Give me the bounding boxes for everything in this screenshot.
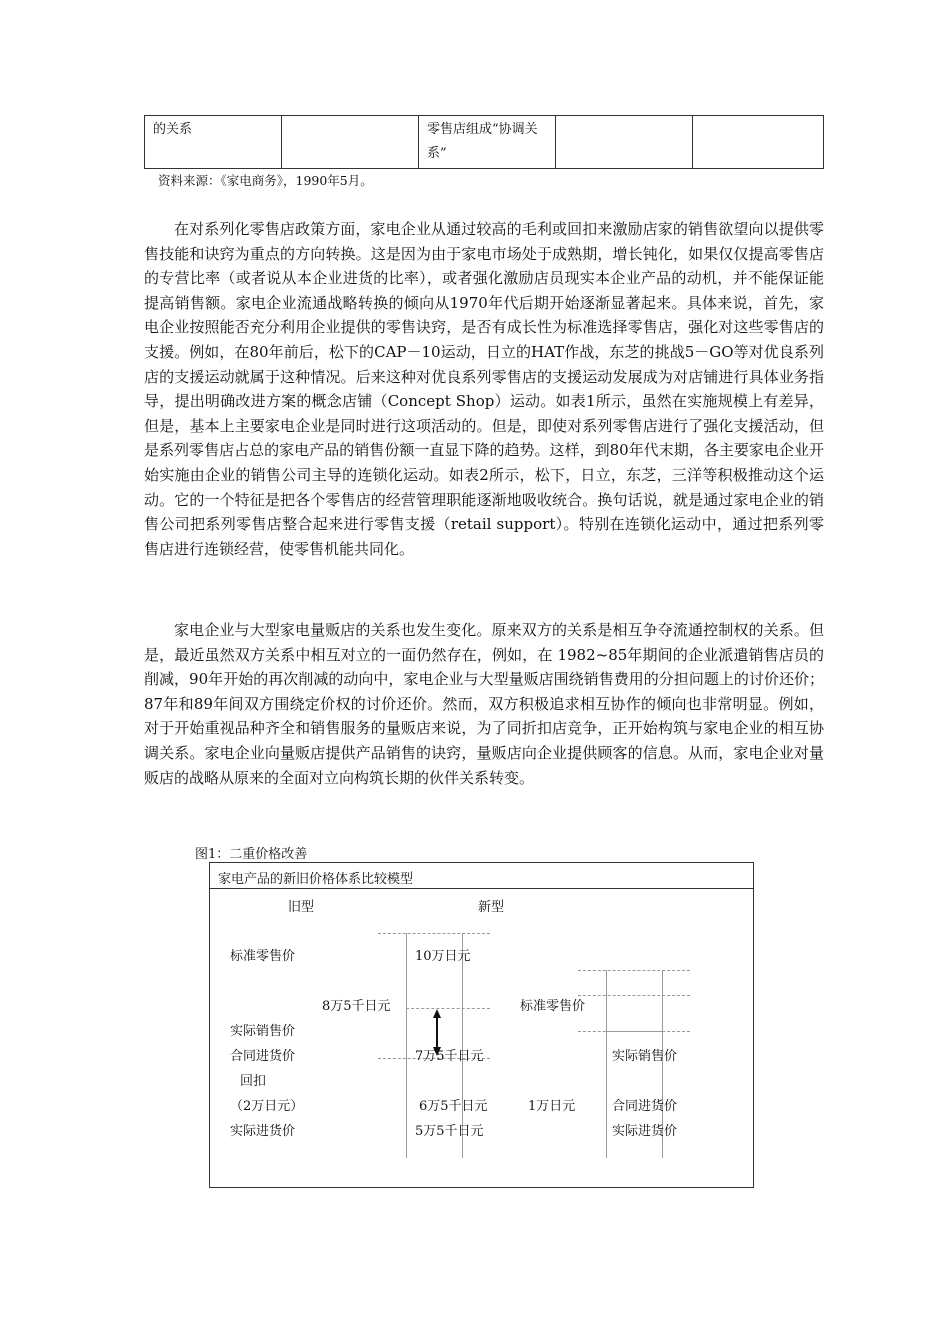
old-type-header: 旧型 xyxy=(288,900,315,915)
table-cell xyxy=(556,116,693,169)
old-label-actual-purchase: 实际进货价 xyxy=(230,1124,296,1139)
old-value-100k: 10万日元 xyxy=(415,949,471,964)
new-guide-standard xyxy=(578,995,690,996)
old-value-85k: 8万5千日元 xyxy=(322,999,391,1014)
old-label-contract-purchase: 合同进货价 xyxy=(230,1049,296,1064)
old-label-rebate-amount: （2万日元） xyxy=(230,1099,304,1114)
old-price-axis-left xyxy=(406,933,407,1158)
new-solid-guide xyxy=(606,1031,662,1032)
table-row xyxy=(145,116,824,169)
table-cell: 零售店组成“协调关系” xyxy=(419,116,556,169)
old-guide-85k xyxy=(406,1008,490,1009)
body-paragraph-2: 家电企业与大型家电量贩店的关系也发生变化。原来双方的关系是相互争夺流通控制权的关系。但是，最近虽然双方关系中相互对立的一面仍然存在，例如，在 1982~85年期间的企业派遣销售店员的削减，90年开始的再次削减的动向中，家电企业与大型量贩店围绕销售费用的分担问题上的讨价还价；87年和89年间双方围绕定价权的讨价还价。然而，双方积极追求相互协作的倾向也非常明显。例如，对于开始重视品种齐全和销售服务的量贩店来说，为了同折扣店竞争，正开始构筑与家电企业的相互协调关系。家电企业向量贩店提供产品销售的诀窍，量贩店向企业提供顾客的信息。从而，家电企业对量贩店的战略从原来的全面对立向构筑长期的伙伴关系转变。 xyxy=(144,621,824,787)
old-value-75k: 7万5千日元 xyxy=(415,1049,484,1064)
table-cell xyxy=(693,116,824,169)
new-price-axis-left xyxy=(606,970,607,1158)
new-value-10k: 1万日元 xyxy=(528,1099,576,1114)
table-fragment xyxy=(144,115,824,169)
body-paragraph-1: 在对系列化零售店政策方面，家电企业从通过较高的毛利或回扣来激励店家的销售欲望向以提供零售技能和诀窍为重点的方向转换。这是因为由于家电市场处于成熟期，增长钝化，如果仅仅提高零售店的专营比率（或者说从本企业进货的比率），或者强化激励店员现实本企业产品的动机，并不能保证能提高销售额。家电企业流通战略转换的倾向从1970年代后期开始逐渐显著起来。具体来说，首先，家电企业按照能否充分利用企业提供的零售诀窍，是否有成长性为标准选择零售店，强化对这些零售店的支援。例如，在80年前后，松下的CAP－10运动，日立的HAT作战，东芝的挑战5－GO等对优良系列店的支援运动就属于这种情况。后来这种对优良系列零售店的支援运动发展成为对店铺进行具体业务指导，提出明确改进方案的概念店铺（Concept Shop）运动。如表1所示，虽然在实施规模上有差异，但是，基本上主要家电企业是同时进行这项活动的。但是，即使对系列零售店进行了强化支援活动，但是系列零售店占总的家电产品的销售份额一直显下降的趋势。这样，到80年代末期，各主要家电企业开始实施由企业的销售公司主导的连锁化运动。如表2所示，松下，日立，东芝，三洋等积极推动这个运动。它的一个特征是把各个零售店的经营管理职能逐渐地吸收统合。换句话说，就是通过家电企业的销售公司把系列零售店整合起来进行零售支援（retail support）。特别在连锁化运动中，通过把系列零售店进行连锁经营，使零售机能共同化。 xyxy=(144,220,824,558)
table-cell: 的关系 xyxy=(145,116,282,169)
price-model-figure xyxy=(209,862,754,1188)
new-label-actual-sales: 实际销售价 xyxy=(612,1049,678,1064)
figure-title-row xyxy=(210,863,753,889)
old-label-rebate: 回扣 xyxy=(240,1074,267,1089)
table-cell xyxy=(282,116,419,169)
new-guide-top xyxy=(578,970,690,971)
old-label-standard-retail: 标准零售价 xyxy=(230,949,296,964)
old-label-actual-sales: 实际销售价 xyxy=(230,1024,296,1039)
old-value-65k: 6万5千日元 xyxy=(419,1099,488,1114)
new-label-standard-retail: 标准零售价 xyxy=(520,999,586,1014)
old-guide-top xyxy=(378,933,490,934)
old-value-55k: 5万5千日元 xyxy=(415,1124,484,1139)
figure-title: 家电产品的新旧价格体系比较模型 xyxy=(218,872,414,887)
new-label-contract-purchase: 合同进货价 xyxy=(612,1099,678,1114)
new-type-header: 新型 xyxy=(478,900,505,915)
new-label-actual-purchase: 实际进货价 xyxy=(612,1124,678,1139)
figure-caption: 图1：二重价格改善 xyxy=(195,847,308,862)
source-note: 资料来源：《家电商务》，1990年5月。 xyxy=(158,173,373,188)
